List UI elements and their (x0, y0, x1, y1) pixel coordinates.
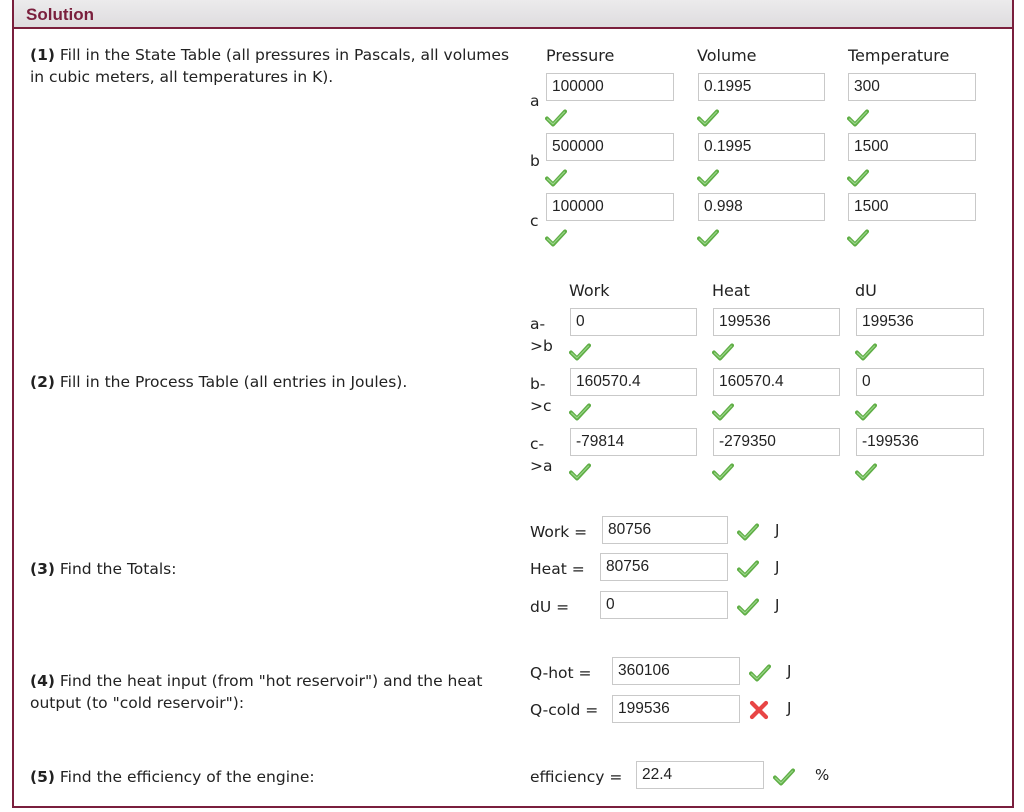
check-icon (737, 522, 759, 546)
question-4 (30, 670, 495, 714)
check-icon (545, 228, 567, 252)
efficiency-label: efficiency = (530, 768, 623, 786)
state-header-pressure: Pressure (546, 46, 615, 65)
state-row-b-label: b (530, 152, 540, 170)
total-heat-unit: J (775, 558, 780, 576)
q-cold-label: Q-cold = (530, 701, 599, 719)
state-row-c-label: c (530, 212, 539, 230)
question-1-text: Fill in the State Table (all pressures in Pascals, all volumes in cubic meters, all temperatures in K). (30, 46, 510, 86)
check-icon (847, 108, 869, 132)
process-ca-work-field[interactable]: -79814 (570, 428, 697, 456)
check-icon (855, 462, 877, 486)
solution-header (14, 0, 1012, 29)
total-du-field[interactable]: 0 (600, 591, 728, 619)
question-4-text: Find the heat input (from "hot reservoir") and the heat output (to "cold reservoir"): (30, 672, 483, 712)
check-icon (749, 663, 771, 687)
check-icon (545, 108, 567, 132)
check-icon (697, 168, 719, 192)
state-b-volume-field[interactable]: 0.1995 (698, 133, 825, 161)
process-bc-du-field[interactable]: 0 (856, 368, 984, 396)
question-3 (30, 558, 515, 580)
process-row-ab-label-line1: a- (530, 315, 546, 333)
check-icon (712, 342, 734, 366)
total-du-unit: J (775, 596, 780, 614)
process-row-ab-label (530, 313, 553, 357)
question-2 (30, 371, 515, 393)
q-hot-unit: J (787, 662, 792, 680)
process-header-heat: Heat (712, 281, 750, 300)
state-a-pressure-field[interactable]: 100000 (546, 73, 674, 101)
check-icon (712, 462, 734, 486)
question-3-number: (3) (30, 560, 55, 578)
check-icon (847, 168, 869, 192)
check-icon (847, 228, 869, 252)
process-row-bc-label (530, 373, 552, 417)
state-a-temperature-field[interactable]: 300 (848, 73, 976, 101)
state-b-pressure-field[interactable]: 500000 (546, 133, 674, 161)
efficiency-unit: % (815, 766, 830, 784)
check-icon (697, 108, 719, 132)
check-icon (569, 462, 591, 486)
process-header-du: dU (855, 281, 877, 300)
process-row-bc-label-line2: >c (530, 397, 552, 415)
process-header-work: Work (569, 281, 610, 300)
total-work-label: Work = (530, 523, 588, 541)
q-cold-unit: J (787, 699, 792, 717)
process-row-ca-label (530, 433, 553, 477)
state-c-pressure-field[interactable]: 100000 (546, 193, 674, 221)
process-ca-du-field[interactable]: -199536 (856, 428, 984, 456)
process-bc-heat-field[interactable]: 160570.4 (713, 368, 840, 396)
check-icon (712, 402, 734, 426)
state-row-a-label: a (530, 92, 540, 110)
q-hot-label: Q-hot = (530, 664, 592, 682)
state-c-volume-field[interactable]: 0.998 (698, 193, 825, 221)
q-cold-field[interactable]: 199536 (612, 695, 740, 723)
total-heat-label: Heat = (530, 560, 585, 578)
check-icon (545, 168, 567, 192)
question-5-number: (5) (30, 768, 55, 786)
state-header-volume: Volume (697, 46, 757, 65)
check-icon (569, 402, 591, 426)
process-bc-work-field[interactable]: 160570.4 (570, 368, 697, 396)
q-hot-field[interactable]: 360106 (612, 657, 740, 685)
process-row-ab-label-line2: >b (530, 337, 553, 355)
check-icon (697, 228, 719, 252)
total-du-label: dU = (530, 598, 570, 616)
question-1 (30, 44, 515, 88)
check-icon (569, 342, 591, 366)
state-c-temperature-field[interactable]: 1500 (848, 193, 976, 221)
question-2-text: Fill in the Process Table (all entries in Joules). (59, 373, 408, 391)
check-icon (737, 559, 759, 583)
check-icon (773, 767, 795, 791)
question-5 (30, 766, 515, 788)
check-icon (855, 402, 877, 426)
check-icon (855, 342, 877, 366)
question-3-text: Find the Totals: (59, 560, 177, 578)
process-ab-work-field[interactable]: 0 (570, 308, 697, 336)
question-1-number: (1) (30, 46, 55, 64)
total-heat-field[interactable]: 80756 (600, 553, 728, 581)
process-row-bc-label-line1: b- (530, 375, 546, 393)
question-2-number: (2) (30, 373, 55, 391)
question-5-text: Find the efficiency of the engine: (59, 768, 315, 786)
question-4-number: (4) (30, 672, 55, 690)
process-row-ca-label-line1: c- (530, 435, 545, 453)
cross-icon (749, 700, 769, 724)
process-ab-du-field[interactable]: 199536 (856, 308, 984, 336)
process-ca-heat-field[interactable]: -279350 (713, 428, 840, 456)
state-header-temperature: Temperature (848, 46, 950, 65)
state-b-temperature-field[interactable]: 1500 (848, 133, 976, 161)
process-ab-heat-field[interactable]: 199536 (713, 308, 840, 336)
efficiency-field[interactable]: 22.4 (636, 761, 764, 789)
check-icon (737, 597, 759, 621)
process-row-ca-label-line2: >a (530, 457, 553, 475)
solution-title: Solution (26, 5, 94, 24)
total-work-field[interactable]: 80756 (602, 516, 728, 544)
total-work-unit: J (775, 521, 780, 539)
state-a-volume-field[interactable]: 0.1995 (698, 73, 825, 101)
